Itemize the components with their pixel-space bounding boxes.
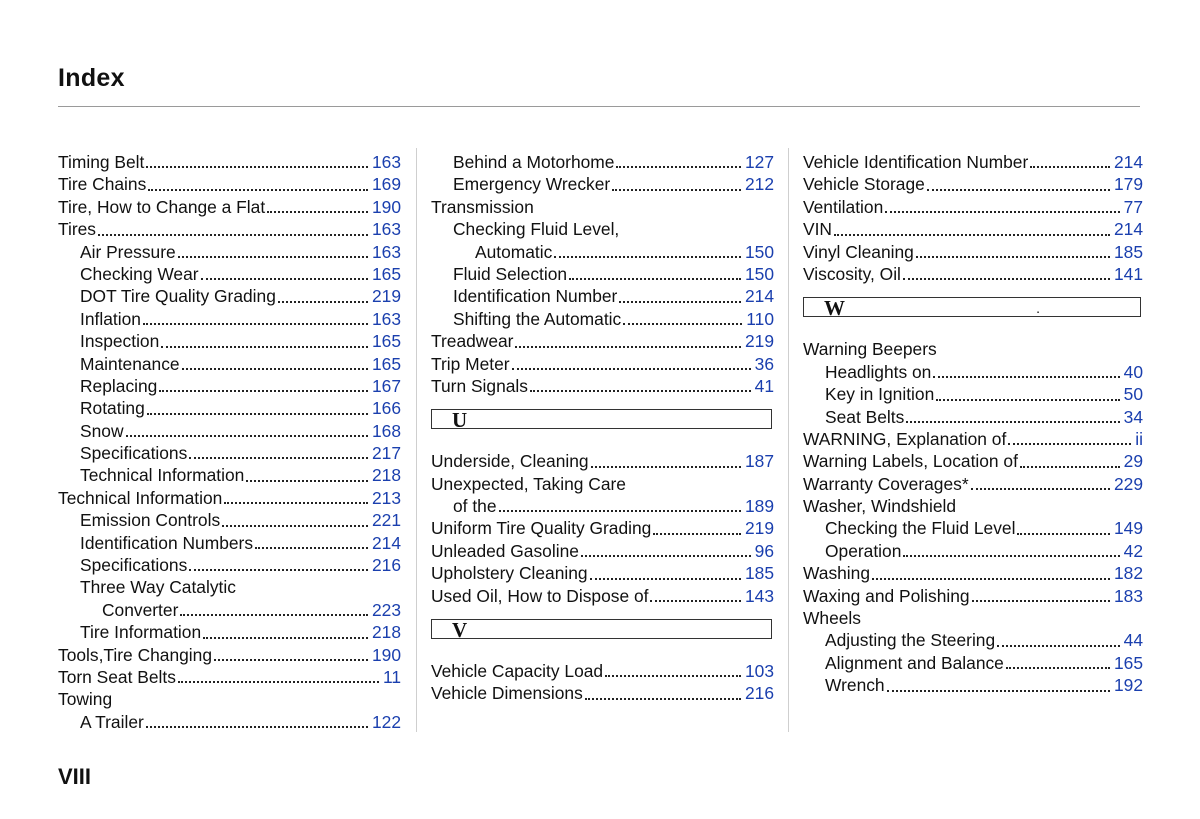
entry-term: Unexpected, Taking Care: [431, 473, 626, 494]
entry-page-link[interactable]: 165: [371, 263, 401, 284]
index-entry: [431, 473, 774, 495]
index-entry: [431, 660, 774, 682]
index-entry: [803, 383, 1143, 405]
dot-leader: [616, 166, 741, 168]
column-divider: [416, 148, 417, 732]
entry-page-link[interactable]: 165: [371, 353, 401, 374]
entry-page-link[interactable]: 143: [744, 585, 774, 606]
index-entry: [431, 540, 774, 562]
dot-leader: [554, 256, 741, 258]
dot-leader: [885, 211, 1119, 213]
entry-term: Specifications: [80, 443, 188, 464]
entry-term: Inspection: [80, 331, 160, 352]
index-column-3: [803, 151, 1143, 697]
index-entry: [431, 517, 774, 539]
entry-term: Warning Beepers: [803, 339, 937, 360]
entry-term: Snow: [80, 420, 124, 441]
entry-term: Operation: [825, 540, 902, 561]
dot-leader: [653, 533, 741, 535]
column-divider: [788, 148, 789, 732]
dot-leader: [255, 547, 368, 549]
entry-term: Washing: [803, 563, 871, 584]
index-entry: [58, 330, 401, 352]
dot-leader: [623, 323, 742, 325]
entry-page-link[interactable]: ii: [1135, 428, 1143, 449]
entry-term: Behind a Motorhome: [453, 152, 615, 172]
dot-leader: [180, 614, 368, 616]
entry-term: of the: [453, 496, 497, 517]
dot-leader: [903, 555, 1119, 557]
entry-page-link[interactable]: 219: [744, 518, 774, 539]
entry-term: Tire, How to Change a Flat: [58, 196, 266, 217]
entry-page-link[interactable]: 96: [754, 540, 774, 561]
entry-term: Trip Meter: [431, 353, 510, 374]
index-entry: [58, 263, 401, 285]
entry-term: Fluid Selection: [453, 263, 568, 284]
index-entry: [431, 450, 774, 472]
entry-term: Three Way Catalytic: [80, 577, 236, 598]
index-entry: [58, 308, 401, 330]
index-entry: [803, 218, 1143, 240]
entry-page-link[interactable]: 127: [744, 152, 774, 172]
dot-leader: [927, 189, 1110, 191]
entry-page-link[interactable]: 216: [371, 555, 401, 576]
entry-page-link[interactable]: 41: [754, 375, 774, 396]
entry-term: Uniform Tire Quality Grading: [431, 518, 652, 539]
index-entry: [803, 428, 1143, 450]
dot-leader: [936, 399, 1119, 401]
index-entry: [431, 495, 774, 517]
entry-page-link[interactable]: 192: [1113, 675, 1143, 696]
entry-page-link[interactable]: 214: [1113, 152, 1143, 172]
index-entry: [58, 196, 401, 218]
entry-page-link[interactable]: 190: [371, 644, 401, 665]
entry-term: Headlights on: [825, 361, 932, 382]
index-column-2: [431, 151, 774, 705]
index-entry: [431, 151, 774, 173]
index-entry: [58, 151, 401, 173]
entry-term: Washer, Windshield: [803, 496, 957, 517]
entry-term: Technical Information: [80, 465, 245, 486]
dot-leader: [178, 681, 379, 683]
entry-term: Tire Chains: [58, 174, 147, 195]
index-entry: [803, 652, 1143, 674]
index-entry: [803, 241, 1143, 263]
page-number: VIII: [58, 764, 92, 789]
index-entry: [58, 173, 401, 195]
index-entry: [431, 585, 774, 607]
index-entry: [58, 464, 401, 486]
entry-term: Vehicle Capacity Load: [431, 661, 604, 682]
dot-leader: [916, 256, 1110, 258]
entry-page-link[interactable]: 150: [744, 241, 774, 262]
entry-term: DOT Tire Quality Grading: [80, 286, 276, 307]
entry-page-link[interactable]: 50: [1123, 384, 1143, 405]
entry-page-link[interactable]: 165: [371, 331, 401, 352]
index-entry: [58, 420, 401, 442]
index-entry: [803, 517, 1143, 539]
index-entry: [58, 353, 401, 375]
index-entry: [58, 241, 401, 263]
index-entry: [803, 585, 1143, 607]
index-entry: [431, 196, 774, 218]
entry-term: Tire Information: [80, 622, 202, 643]
dot-leader: [1020, 466, 1120, 468]
entry-term: Emergency Wrecker: [453, 174, 611, 195]
dot-leader: [146, 726, 368, 728]
entry-term: Maintenance: [80, 353, 180, 374]
section-mark: .: [1036, 300, 1040, 317]
index-entry: [803, 629, 1143, 651]
entry-page-link[interactable]: 219: [371, 286, 401, 307]
entry-page-link[interactable]: 168: [371, 420, 401, 441]
dot-leader: [605, 675, 741, 677]
index-entry: [431, 308, 774, 330]
dot-leader: [903, 278, 1110, 280]
dot-leader: [515, 346, 741, 348]
entry-page-link[interactable]: 141: [1113, 263, 1143, 284]
index-entry: [431, 682, 774, 704]
dot-leader: [246, 480, 368, 482]
index-entry: [58, 375, 401, 397]
index-entry: [803, 473, 1143, 495]
dot-leader: [98, 234, 368, 236]
entry-page-link[interactable]: 214: [371, 532, 401, 553]
entry-term: Wrench: [825, 675, 885, 696]
dot-leader: [650, 600, 741, 602]
dot-leader: [126, 435, 368, 437]
entry-page-link[interactable]: 216: [744, 683, 774, 704]
index-entry: [58, 532, 401, 554]
dot-leader: [612, 189, 741, 191]
entry-page-link[interactable]: 166: [371, 398, 401, 419]
dot-leader: [143, 323, 368, 325]
entry-term: Transmission: [431, 196, 534, 217]
dot-leader: [499, 510, 741, 512]
index-entry: [803, 196, 1143, 218]
entry-page-link[interactable]: 187: [744, 451, 774, 472]
index-entry: [803, 361, 1143, 383]
entry-term: Shifting the Automatic: [453, 308, 622, 329]
index-entry: [431, 330, 774, 352]
dot-leader: [161, 346, 368, 348]
entry-term: Emission Controls: [80, 510, 221, 531]
entry-page-link[interactable]: 185: [744, 563, 774, 584]
entry-page-link[interactable]: 214: [744, 286, 774, 307]
section-letter-header: [803, 296, 1141, 321]
dot-leader: [203, 637, 368, 639]
index-entry: [58, 218, 401, 240]
dot-leader: [1017, 533, 1110, 535]
index-entry: [58, 487, 401, 509]
entry-page-link[interactable]: 165: [1113, 652, 1143, 673]
index-entry: [431, 285, 774, 307]
index-entry: [58, 285, 401, 307]
entry-term: VIN: [803, 219, 832, 240]
entry-term: Alignment and Balance: [825, 652, 1004, 673]
entry-page-link[interactable]: 169: [371, 174, 401, 195]
entry-page-link[interactable]: 167: [371, 375, 401, 396]
entry-page-link[interactable]: 110: [746, 308, 774, 329]
entry-page-link[interactable]: 163: [371, 241, 401, 262]
entry-page-link[interactable]: 182: [1113, 563, 1143, 584]
entry-page-link[interactable]: 218: [371, 465, 401, 486]
dot-leader: [997, 645, 1120, 647]
dot-leader: [933, 376, 1119, 378]
entry-term: Specifications: [80, 555, 188, 576]
entry-page-link[interactable]: 11: [382, 666, 401, 687]
entry-term: Identification Numbers: [80, 532, 254, 553]
index-entry: [803, 263, 1143, 285]
index-entry: [803, 674, 1143, 696]
entry-term: Treadwear: [431, 331, 514, 352]
index-entry: [803, 406, 1143, 428]
dot-leader: [1030, 166, 1110, 168]
page-title: Index: [58, 64, 125, 92]
dot-leader: [1006, 667, 1110, 669]
entry-term: Technical Information: [58, 487, 223, 508]
section-letter: U: [452, 408, 468, 433]
dot-leader: [834, 234, 1110, 236]
index-entry: [58, 644, 401, 666]
dot-leader: [1008, 443, 1131, 445]
index-entry: [803, 607, 1143, 629]
dot-leader: [267, 211, 368, 213]
entry-term: Ventilation: [803, 196, 884, 217]
dot-leader: [201, 278, 368, 280]
index-entry: [58, 688, 401, 710]
entry-term: Towing: [58, 689, 113, 710]
entry-term: Vehicle Storage: [803, 174, 925, 195]
entry-page-link[interactable]: 40: [1123, 361, 1143, 382]
dot-leader: [224, 502, 368, 504]
entry-term: Checking Wear: [80, 263, 199, 284]
dot-leader: [972, 600, 1110, 602]
index-entry: [803, 540, 1143, 562]
entry-term: Tools,Tire Changing: [58, 644, 213, 665]
section-letter-header: [431, 408, 772, 433]
entry-term: Identification Number: [453, 286, 618, 307]
entry-page-link[interactable]: 190: [371, 196, 401, 217]
entry-page-link[interactable]: 221: [371, 510, 401, 531]
dot-leader: [189, 457, 368, 459]
index-entry: [58, 509, 401, 531]
entry-page-link[interactable]: 185: [1113, 241, 1143, 262]
entry-term: Used Oil, How to Dispose of: [431, 585, 649, 606]
entry-term: Timing Belt: [58, 152, 145, 172]
entry-page-link[interactable]: 150: [744, 263, 774, 284]
index-entry: [431, 353, 774, 375]
entry-page-link[interactable]: 214: [1113, 219, 1143, 240]
dot-leader: [222, 525, 368, 527]
entry-term: Underside, Cleaning: [431, 451, 589, 472]
index-entry: [431, 263, 774, 285]
entry-term: Viscosity, Oil: [803, 263, 901, 284]
entry-term: Adjusting the Steering: [825, 630, 996, 651]
index-entry: [431, 375, 774, 397]
entry-term: Seat Belts: [825, 406, 905, 427]
entry-page-link[interactable]: 179: [1113, 174, 1143, 195]
index-entry: [431, 173, 774, 195]
dot-leader: [189, 569, 368, 571]
entry-page-link[interactable]: 163: [371, 308, 401, 329]
index-column-1: [58, 151, 401, 733]
entry-page-link[interactable]: 217: [371, 443, 401, 464]
dot-leader: [512, 368, 751, 370]
entry-page-link[interactable]: 189: [744, 496, 774, 517]
entry-page-link[interactable]: 103: [744, 661, 774, 682]
section-letter: V: [452, 618, 468, 643]
entry-term: Key in Ignition: [825, 384, 935, 405]
entry-page-link[interactable]: 36: [754, 353, 774, 374]
entry-page-link[interactable]: 219: [744, 331, 774, 352]
entry-term: Automatic: [475, 241, 553, 262]
dot-leader: [590, 578, 741, 580]
entry-term: Waxing and Polishing: [803, 585, 970, 606]
entry-term: Vehicle Identification Number: [803, 152, 1029, 172]
index-entry: [58, 599, 401, 621]
entry-term: Vehicle Dimensions: [431, 683, 583, 704]
index-entry: [803, 338, 1143, 360]
index-entry: [431, 218, 774, 240]
entry-term: Turn Signals: [431, 375, 528, 396]
index-entry: [803, 562, 1143, 584]
entry-page-link[interactable]: 29: [1123, 451, 1143, 472]
dot-leader: [148, 189, 368, 191]
entry-term: Unleaded Gasoline: [431, 540, 579, 561]
entry-page-link[interactable]: 229: [1113, 473, 1143, 494]
entry-term: Vinyl Cleaning: [803, 241, 914, 262]
entry-term: Checking the Fluid Level: [825, 518, 1016, 539]
entry-term: Warning Labels, Location of: [803, 451, 1018, 472]
entry-page-link[interactable]: 122: [371, 711, 401, 732]
entry-term: Wheels: [803, 608, 861, 629]
index-entry: [803, 450, 1143, 472]
index-entry: [58, 576, 401, 598]
entry-term: Tires: [58, 219, 96, 240]
dot-leader: [178, 256, 368, 258]
entry-page-link[interactable]: 183: [1113, 585, 1143, 606]
entry-page-link[interactable]: 213: [371, 487, 401, 508]
dot-leader: [214, 659, 368, 661]
index-entry: [58, 397, 401, 419]
dot-leader: [906, 421, 1119, 423]
entry-term: Torn Seat Belts: [58, 666, 176, 687]
dot-leader: [619, 301, 741, 303]
entry-term: Upholstery Cleaning: [431, 563, 588, 584]
dot-leader: [278, 301, 368, 303]
header-rule: [58, 106, 1140, 107]
entry-term: Replacing: [80, 375, 158, 396]
index-entry: [803, 173, 1143, 195]
index-entry: [58, 666, 401, 688]
entry-page-link[interactable]: 212: [744, 174, 774, 195]
section-letter-header: [431, 618, 772, 643]
index-entry: [58, 442, 401, 464]
entry-term: Converter: [102, 599, 179, 620]
dot-leader: [591, 466, 741, 468]
index-entry: [803, 495, 1143, 517]
entry-term: Inflation: [80, 308, 141, 329]
entry-term: Warranty Coverages*: [803, 473, 969, 494]
entry-page-link[interactable]: 163: [371, 219, 401, 240]
section-letter: W: [824, 296, 845, 321]
entry-page-link[interactable]: 149: [1113, 518, 1143, 539]
dot-leader: [147, 413, 368, 415]
dot-leader: [159, 390, 368, 392]
dot-leader: [530, 390, 751, 392]
entry-page-link[interactable]: 34: [1123, 406, 1143, 427]
entry-page-link[interactable]: 42: [1123, 540, 1143, 561]
entry-term: Rotating: [80, 398, 145, 419]
dot-leader: [585, 698, 741, 700]
index-entry: [431, 241, 774, 263]
entry-page-link[interactable]: 223: [371, 599, 401, 620]
entry-term: Air Pressure: [80, 241, 176, 262]
entry-term: WARNING, Explanation of: [803, 428, 1007, 449]
dot-leader: [569, 278, 741, 280]
entry-page-link[interactable]: 218: [371, 622, 401, 643]
entry-term: A Trailer: [80, 711, 144, 732]
entry-page-link[interactable]: 163: [371, 152, 401, 172]
dot-leader: [182, 368, 368, 370]
index-entry: [58, 711, 401, 733]
index-entry: [58, 554, 401, 576]
entry-page-link[interactable]: 77: [1123, 196, 1143, 217]
dot-leader: [971, 488, 1110, 490]
index-entry: [431, 562, 774, 584]
dot-leader: [887, 690, 1110, 692]
dot-leader: [581, 555, 751, 557]
entry-page-link[interactable]: 44: [1123, 630, 1143, 651]
index-entry: [58, 621, 401, 643]
dot-leader: [872, 578, 1110, 580]
index-entry: [803, 151, 1143, 173]
dot-leader: [146, 166, 368, 168]
entry-term: Checking Fluid Level,: [453, 219, 620, 240]
